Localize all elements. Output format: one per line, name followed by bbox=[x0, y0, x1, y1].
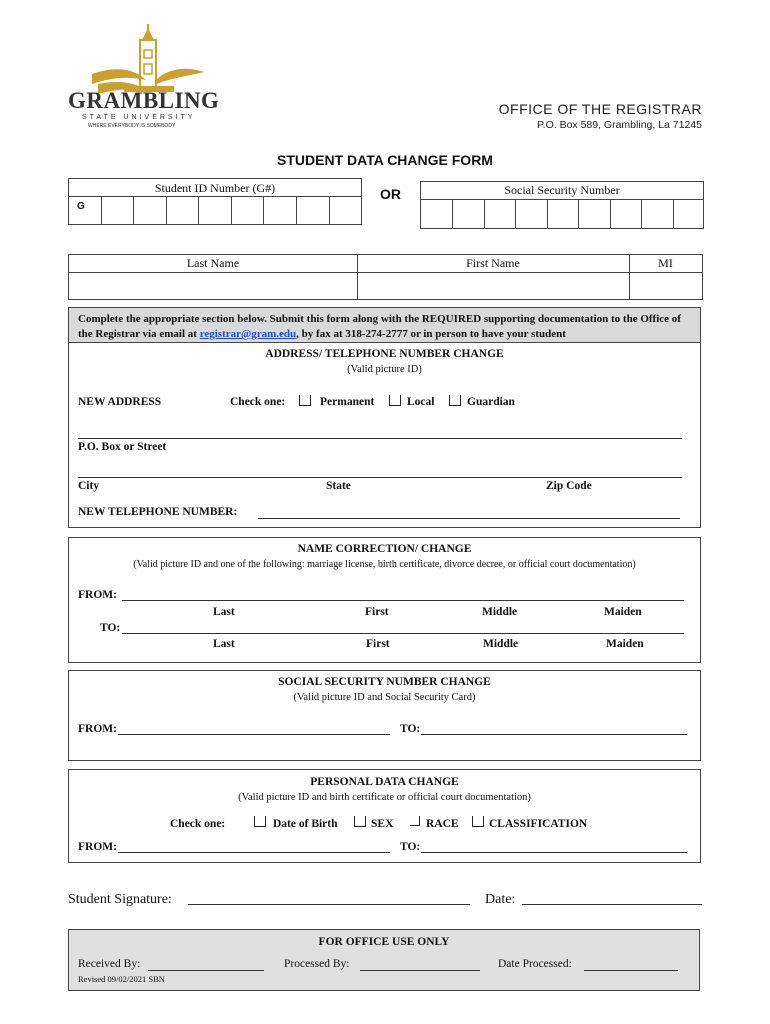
student-id-digit[interactable] bbox=[166, 196, 167, 224]
signature-line[interactable] bbox=[188, 904, 470, 905]
first-name-label: First Name bbox=[466, 256, 520, 270]
office-address: P.O. Box 589, Grambling, La 71245 bbox=[537, 119, 702, 131]
revision-note: Revised 09/02/2021 SBN bbox=[78, 974, 165, 984]
to-col-first: First bbox=[366, 638, 390, 650]
from-col-maiden: Maiden bbox=[604, 606, 642, 618]
processed-by-line[interactable] bbox=[360, 970, 480, 971]
student-id-digit[interactable] bbox=[329, 196, 330, 224]
sex-label: SEX bbox=[371, 818, 394, 830]
student-id-digit[interactable] bbox=[231, 196, 232, 224]
student-id-digit[interactable] bbox=[263, 196, 264, 224]
personal-to-line[interactable] bbox=[421, 852, 687, 853]
student-id-digit[interactable] bbox=[133, 196, 134, 224]
student-id-prefix: G bbox=[77, 201, 85, 212]
guardian-label: Guardian bbox=[467, 396, 515, 408]
to-col-last: Last bbox=[213, 638, 235, 650]
to-col-middle: Middle bbox=[483, 638, 519, 650]
personal-from-label: FROM: bbox=[78, 841, 117, 853]
ssn-digit[interactable] bbox=[673, 199, 674, 228]
address-section-subtitle: (Valid picture ID) bbox=[347, 364, 422, 375]
name-to-line[interactable] bbox=[122, 633, 684, 634]
personal-from-line[interactable] bbox=[118, 852, 390, 853]
ssn-box bbox=[420, 181, 704, 229]
ssn-to-line[interactable] bbox=[421, 734, 687, 735]
state-label: State bbox=[326, 480, 351, 492]
permanent-label: Permanent bbox=[320, 396, 375, 408]
sex-checkbox[interactable] bbox=[354, 816, 366, 827]
from-col-middle: Middle bbox=[482, 606, 518, 618]
signature-label: Student Signature: bbox=[68, 892, 172, 907]
mi-field[interactable] bbox=[631, 274, 700, 298]
date-label: Date: bbox=[485, 892, 516, 907]
ssn-digit[interactable] bbox=[484, 199, 485, 228]
last-name-field[interactable] bbox=[71, 274, 355, 298]
local-label: Local bbox=[407, 396, 435, 408]
from-col-last: Last bbox=[213, 606, 235, 618]
dob-checkbox[interactable] bbox=[254, 816, 266, 827]
name-to-label: TO bbox=[100, 622, 117, 634]
university-logo bbox=[64, 22, 220, 132]
processed-by-label: Processed By: bbox=[284, 958, 350, 970]
ssn-label: Social Security Number bbox=[504, 183, 620, 197]
personal-data-subtitle: (Valid picture ID and birth certificate or official court documentation) bbox=[238, 792, 531, 803]
ssn-digit[interactable] bbox=[452, 199, 453, 228]
address-check-one: Check one: bbox=[230, 396, 286, 408]
dob-label: Date of Birth bbox=[273, 818, 338, 830]
student-id-box bbox=[68, 178, 362, 225]
ssn-change-title: SOCIAL SECURITY NUMBER CHANGE bbox=[278, 676, 491, 688]
race-checkbox[interactable] bbox=[410, 816, 420, 826]
zip-label: Zip Code bbox=[546, 480, 592, 492]
or-label: OR bbox=[380, 186, 401, 202]
from-col-first: First bbox=[365, 606, 389, 618]
personal-data-title: PERSONAL DATA CHANGE bbox=[310, 776, 459, 788]
student-id-digit[interactable] bbox=[198, 196, 199, 224]
name-from-line[interactable] bbox=[122, 600, 684, 601]
permanent-checkbox[interactable] bbox=[299, 395, 311, 406]
classification-label: CLASSIFICATION bbox=[489, 818, 588, 830]
office-use-title: FOR OFFICE USE ONLY bbox=[318, 936, 450, 948]
phone-label: NEW TELEPHONE NUMBER: bbox=[78, 506, 238, 518]
registrar-email-link[interactable]: registrar@gram.edu bbox=[199, 328, 297, 340]
address-section-title: ADDRESS/ TELEPHONE NUMBER CHANGE bbox=[265, 348, 504, 360]
received-by-line[interactable] bbox=[148, 970, 264, 971]
ssn-digit[interactable] bbox=[578, 199, 579, 228]
street-label: P.O. Box or Street bbox=[78, 441, 167, 453]
date-processed-label: Date Processed: bbox=[498, 958, 572, 970]
date-line[interactable] bbox=[522, 904, 702, 905]
name-change-subtitle: (Valid picture ID and one of the following: marriage license, birth certificate, divorce decree, or official court documentation) bbox=[133, 559, 636, 570]
ssn-digit[interactable] bbox=[610, 199, 611, 228]
student-id-label: Student ID Number (G#) bbox=[154, 181, 276, 195]
student-id-digit[interactable] bbox=[101, 196, 102, 224]
ssn-change-subtitle: (Valid picture ID and Social Security Card) bbox=[293, 692, 476, 703]
ssn-from-line[interactable] bbox=[118, 734, 390, 735]
ssn-digit[interactable] bbox=[515, 199, 516, 228]
city-label: City bbox=[78, 480, 100, 492]
to-col-maiden: Maiden bbox=[606, 638, 644, 650]
guardian-checkbox[interactable] bbox=[449, 395, 461, 406]
personal-to-label: TO: bbox=[400, 841, 421, 853]
logo-wordmark: GRAMBLING bbox=[68, 88, 220, 113]
phone-line[interactable] bbox=[258, 518, 680, 519]
ssn-from-label: FROM: bbox=[78, 723, 117, 735]
last-name-label: Last Name bbox=[186, 256, 240, 270]
new-address-label: NEW ADDRESS bbox=[78, 396, 162, 408]
form-title: STUDENT DATA CHANGE FORM bbox=[277, 152, 493, 168]
ssn-digit[interactable] bbox=[547, 199, 548, 228]
name-table bbox=[68, 254, 703, 300]
ssn-digit[interactable] bbox=[641, 199, 642, 228]
mi-label: MI bbox=[658, 256, 673, 270]
name-change-title: NAME CORRECTION/ CHANGE bbox=[297, 543, 472, 555]
personal-check-one: Check one: bbox=[170, 818, 226, 830]
city-state-zip-line[interactable] bbox=[78, 477, 682, 478]
local-checkbox[interactable] bbox=[389, 395, 401, 406]
classification-checkbox[interactable] bbox=[472, 816, 484, 827]
ssn-to-label: TO: bbox=[400, 723, 421, 735]
student-id-digit[interactable] bbox=[296, 196, 297, 224]
received-by-label: Received By: bbox=[78, 958, 141, 970]
logo-subtitle: STATE UNIVERSITY bbox=[82, 114, 196, 121]
instructions-text: Complete the appropriate section below. Submit this form along with the REQUIRED supporting documentation to the Office of the Registrar via email at registrar@gram.edu, by fax at 318-274-2777 or in person to have your student bbox=[78, 313, 681, 340]
logo-tagline: WHERE EVERYBODY IS SOMEBODY bbox=[88, 123, 176, 129]
office-name: OFFICE OF THE REGISTRAR bbox=[498, 101, 702, 117]
name-from-label: FROM bbox=[78, 589, 114, 601]
date-processed-line[interactable] bbox=[584, 970, 678, 971]
first-name-field[interactable] bbox=[359, 274, 627, 298]
street-line[interactable] bbox=[78, 438, 682, 439]
race-label: RACE bbox=[426, 818, 459, 830]
